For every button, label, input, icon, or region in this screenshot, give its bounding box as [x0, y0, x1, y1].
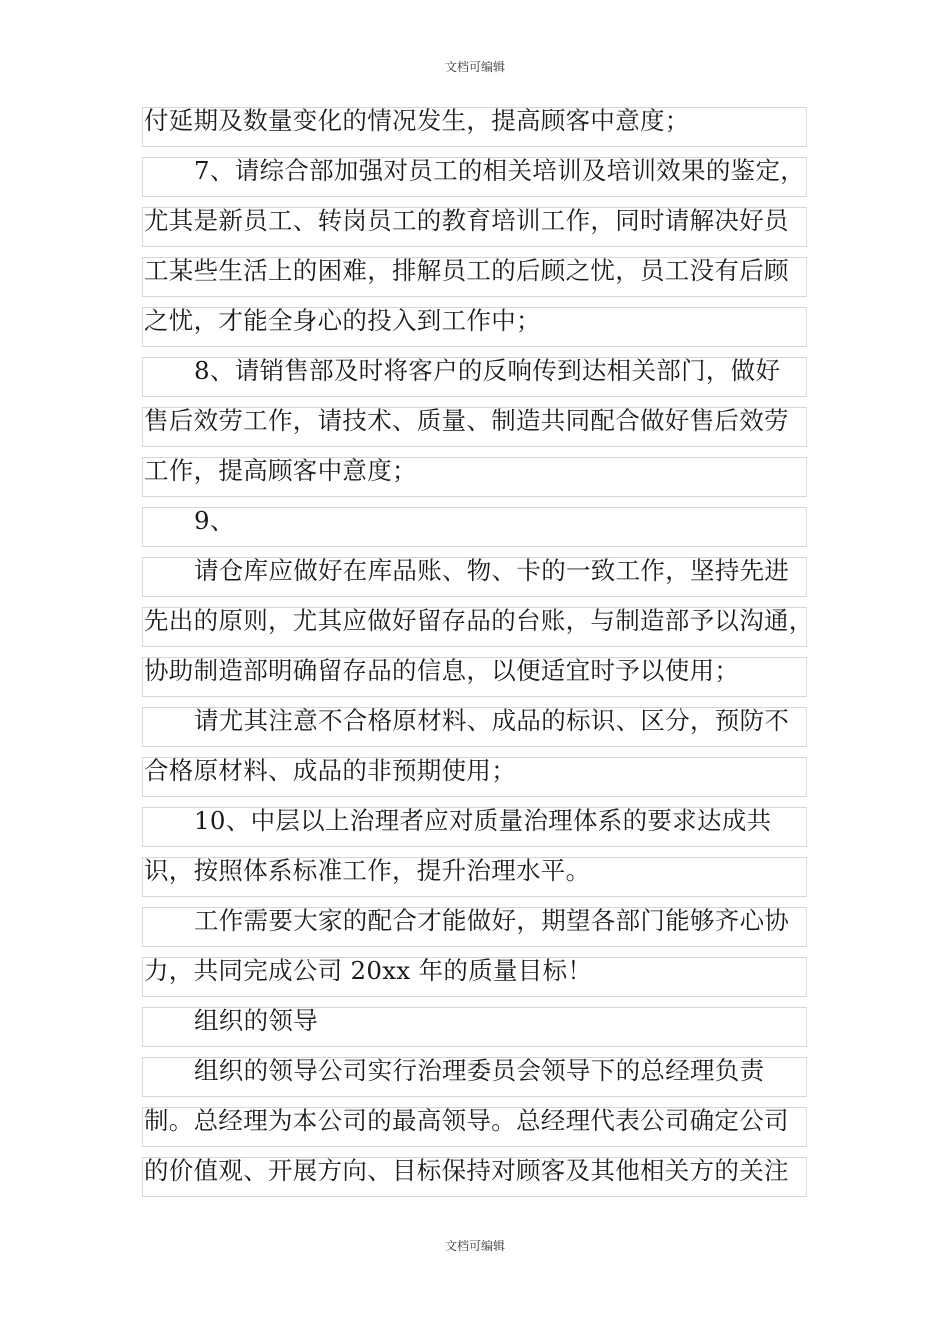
text-line — [142, 145, 808, 195]
line-text: 协助制造部明确留存品的信息，以便适宜时予以使用； — [144, 656, 740, 685]
line-text: 9、 — [194, 506, 235, 535]
line-text: 力，共同完成公司 20xx 年的质量目标！ — [144, 956, 593, 985]
text-line — [142, 395, 808, 445]
line-text: 请尤其注意不合格原材料、成品的标识、区分，预防不 — [194, 706, 790, 735]
text-line — [142, 545, 808, 595]
line-text: 合格原材料、成品的非预期使用； — [144, 756, 516, 785]
line-text: 识，按照体系标准工作，提升治理水平。 — [144, 856, 591, 885]
text-line — [142, 1095, 808, 1145]
line-text: 付延期及数量变化的情况发生，提高顾客中意度； — [144, 106, 690, 135]
page-footer: 文档可编辑 — [444, 1239, 505, 1253]
text-line — [142, 995, 808, 1045]
text-line — [142, 345, 808, 395]
line-text: 8、请销售部及时将客户的反响传到达相关部门，做好 — [194, 356, 781, 385]
text-line — [142, 445, 808, 495]
line-text: 售后效劳工作，请技术、质量、制造共同配合做好售后效劳 — [144, 406, 789, 435]
line-text: 请仓库应做好在库品账、物、卡的一致工作，坚持先进 — [194, 556, 790, 585]
text-line — [142, 1045, 808, 1095]
text-line — [142, 895, 808, 945]
line-text: 工某些生活上的困难，排解员工的后顾之忧，员工没有后顾 — [144, 256, 789, 285]
line-text: 7、请综合部加强对员工的相关培训及培训效果的鉴定， — [194, 156, 806, 185]
line-text: 制。总经理为本公司的最高领导。总经理代表公司确定公司 — [144, 1106, 789, 1135]
text-line — [142, 845, 808, 895]
line-text: 组织的领导 — [194, 1006, 318, 1035]
text-line — [142, 245, 808, 295]
text-line — [142, 945, 808, 995]
text-line — [142, 795, 808, 845]
document-body — [142, 95, 814, 1195]
text-line — [142, 745, 808, 795]
text-line — [142, 95, 808, 145]
line-text: 组织的领导公司实行治理委员会领导下的总经理负责 — [194, 1056, 765, 1085]
text-line — [142, 645, 808, 695]
line-text: 先出的原则，尤其应做好留存品的台账，与制造部予以沟通， — [144, 606, 814, 635]
text-line — [142, 495, 808, 545]
text-line — [142, 695, 808, 745]
line-text: 工作需要大家的配合才能做好，期望各部门能够齐心协 — [194, 906, 790, 935]
line-frame — [142, 507, 807, 547]
text-line — [142, 595, 814, 645]
page-header: 文档可编辑 — [444, 60, 505, 74]
line-text: 之忧，才能全身心的投入到工作中； — [144, 306, 541, 335]
text-line — [142, 1145, 808, 1195]
text-line — [142, 295, 808, 345]
line-text: 尤其是新员工、转岗员工的教育培训工作，同时请解决好员 — [144, 206, 789, 235]
line-text: 10、中层以上治理者应对质量治理体系的要求达成共 — [194, 806, 772, 835]
line-text: 工作，提高顾客中意度； — [144, 456, 417, 485]
text-line — [142, 195, 808, 245]
line-text: 的价值观、开展方向、目标保持对顾客及其他相关方的关注 — [144, 1156, 789, 1185]
